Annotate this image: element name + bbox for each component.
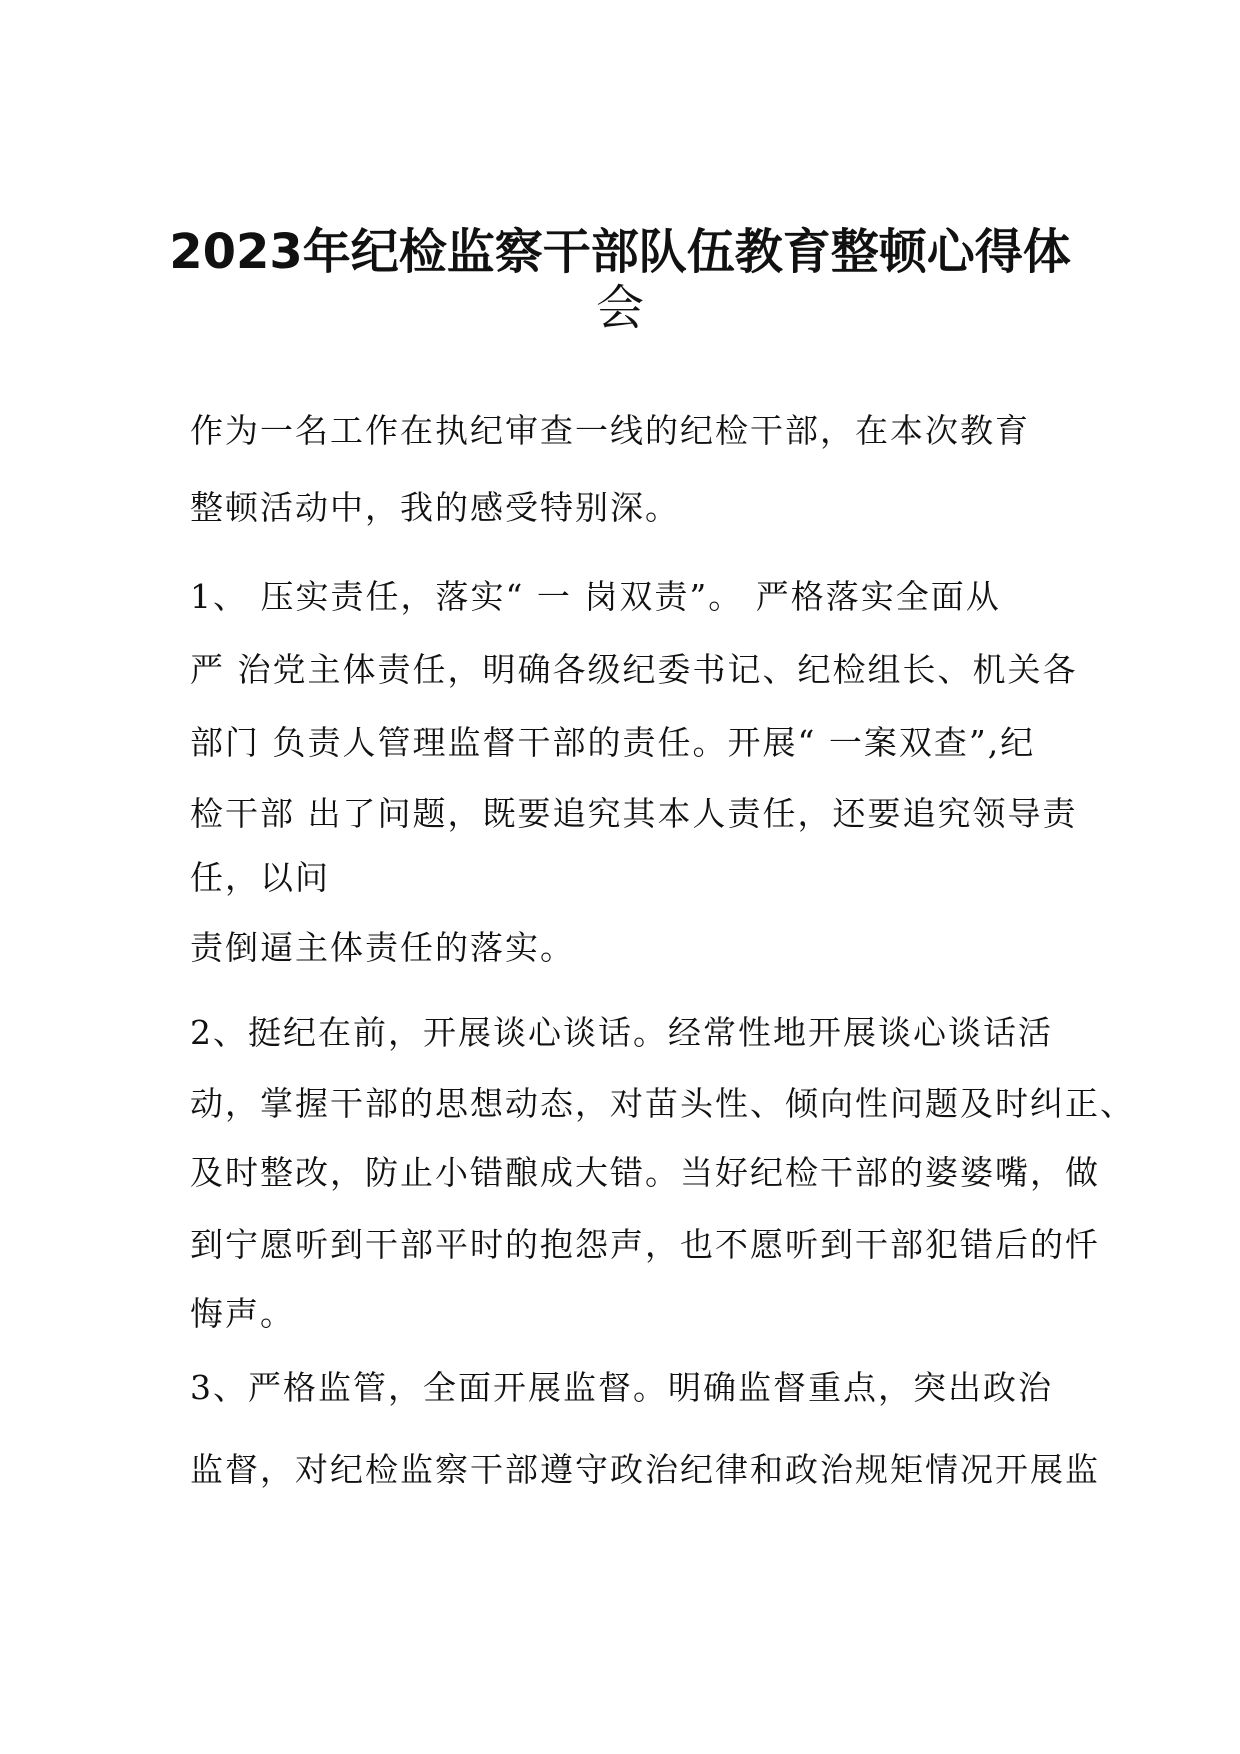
- paragraph-line: 检干部 出了问题，既要追究其本人责任，还要追究领导责: [190, 794, 1078, 833]
- paragraph-line: 2、挺纪在前，开展谈心谈话。经常性地开展谈心谈话活: [190, 1013, 1053, 1052]
- paragraph-line: 3、严格监管，全面开展监督。明确监督重点，突出政治: [190, 1368, 1053, 1407]
- paragraph-line: 1、 压实责任，落实“ 一 岗双责”。 严格落实全面从: [190, 577, 1001, 616]
- paragraph-line: 责倒逼主体责任的落实。: [190, 928, 575, 967]
- paragraph-line: 部门 负责人管理监督干部的责任。开展“ 一案双查”,纪: [190, 723, 1036, 762]
- paragraph-line: 到宁愿听到干部平时的抱怨声，也不愿听到干部犯错后的忏: [190, 1225, 1100, 1264]
- document-title: 2023年纪检监察干部队伍教育整顿心得体: [169, 224, 1071, 280]
- paragraph-line: 及时整改，防止小错酿成大错。当好纪检干部的婆婆嘴，做: [190, 1153, 1100, 1192]
- paragraph-line: 动，掌握干部的思想动态，对苗头性、倾向性问题及时纠正、: [190, 1084, 1135, 1123]
- paragraph-line: 任，以问: [190, 858, 330, 897]
- paragraph-line: 整顿活动中，我的感受特别深。: [190, 488, 680, 527]
- paragraph-line: 严 治党主体责任，明确各级纪委书记、纪检组长、机关各: [190, 650, 1078, 689]
- document-title-continued: 会: [595, 280, 644, 336]
- paragraph-line: 悔声。: [190, 1294, 295, 1333]
- paragraph-line: 作为一名工作在执纪审查一线的纪检干部，在本次教育: [190, 411, 1030, 450]
- paragraph-line: 监督，对纪检监察干部遵守政治纪律和政治规矩情况开展监: [190, 1450, 1100, 1489]
